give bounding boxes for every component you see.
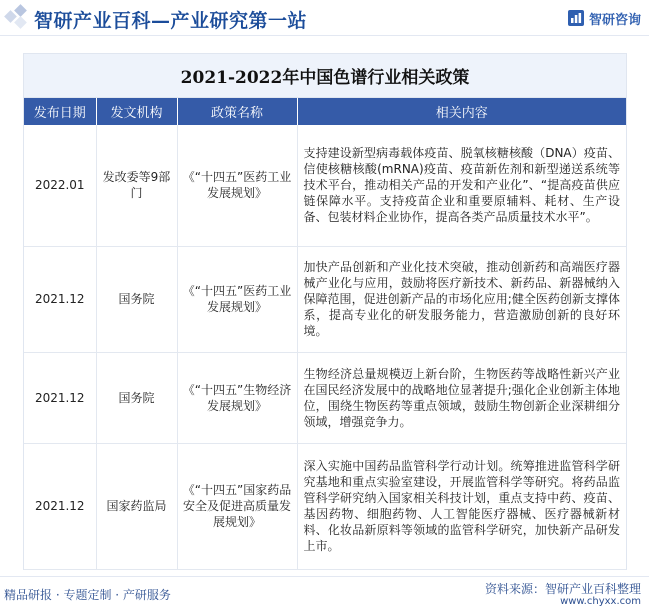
table-row	[24, 125, 626, 246]
column-header-policy: 政策名称	[177, 98, 297, 125]
table-title-bar	[24, 54, 626, 98]
cell-date: 2022.01	[24, 125, 96, 246]
site-title: 智研产业百科—产业研究第一站	[34, 10, 308, 32]
diamond-decoration-icon	[6, 6, 28, 28]
column-header-content: 相关内容	[297, 98, 626, 125]
cell-date: 2021.12	[24, 443, 96, 569]
cell-content: 深入实施中国药品监管科学行动计划。统筹推进监管科学研究基地和重点实验室建设，开展监管科学等研究。将药品监管科学研究纳入国家相关科技计划，重点支持中药、疫苗、基因药物、细胞药物、人工智能医疗器械、医疗器械新材料、化妆品新原料等领域的监管科学研究，加快新产品研发上市。	[297, 443, 626, 569]
cell-agency: 国务院	[96, 352, 177, 443]
policy-table	[24, 98, 626, 570]
cell-date: 2021.12	[24, 352, 96, 443]
page-footer	[0, 576, 649, 609]
cell-agency: 发改委等9部门	[96, 125, 177, 246]
chart-logo-icon	[567, 9, 585, 27]
brand-logo[interactable]	[567, 8, 641, 28]
table-header-row	[24, 98, 626, 125]
cell-content: 生物经济总量规模迈上新台阶，生物医药等战略性新兴产业在国民经济发展中的战略地位显著提升;强化企业创新主体地位，围绕生物医药等重点领域，鼓励生物创新企业深耕细分领域，增强竞争力。	[297, 352, 626, 443]
column-header-date: 发布日期	[24, 98, 96, 125]
cell-policy: 《“十四五”医药工业发展规划》	[177, 246, 297, 352]
cell-content: 加快产品创新和产业化技术突破，推动创新药和高端医疗器械产业化与应用，鼓励将医疗新技术、新药品、新器械纳入保障范围，促进创新产品的市场化应用;健全医药创新支撑体系，提高专业化的研发服务能力，营造激励创新的良好环境。	[297, 246, 626, 352]
cell-agency: 国务院	[96, 246, 177, 352]
cell-date: 2021.12	[24, 246, 96, 352]
column-header-agency: 发文机构	[96, 98, 177, 125]
table-title: 2021-2022年中国色谱行业相关政策	[180, 68, 470, 88]
page-header	[0, 0, 649, 36]
table-row	[24, 443, 626, 569]
table-row	[24, 246, 626, 352]
table-row	[24, 352, 626, 443]
cell-content: 支持建设新型病毒载体疫苗、脱氧核糖核酸（DNA）疫苗、信使核糖核酸(mRNA)疫苗、疫苗新佐剂和新型递送系统等技术平台，推动相关产品的开发和产业化”、“提高疫苗供应链保障水平。支持疫苗企业和重要原辅料、耗材、生产设备、包装材料企业协作，提高各类产品质量技术水平”。	[297, 125, 626, 246]
cell-policy: 《“十四五”国家药品安全及促进高质量发展规划》	[177, 443, 297, 569]
cell-policy: 《“十四五”生物经济发展规划》	[177, 352, 297, 443]
cell-policy: 《“十四五”医药工业发展规划》	[177, 125, 297, 246]
policy-table-panel	[23, 53, 627, 570]
cell-agency: 国家药监局	[96, 443, 177, 569]
logo-text: 智研咨询	[588, 12, 641, 28]
footer-source-text: 资料来源：智研产业百科整理	[484, 582, 641, 596]
footer-url-link[interactable]: www.chyxx.com	[560, 596, 641, 607]
footer-services-text: 精品研报 · 专题定制 · 产研服务	[4, 588, 171, 602]
